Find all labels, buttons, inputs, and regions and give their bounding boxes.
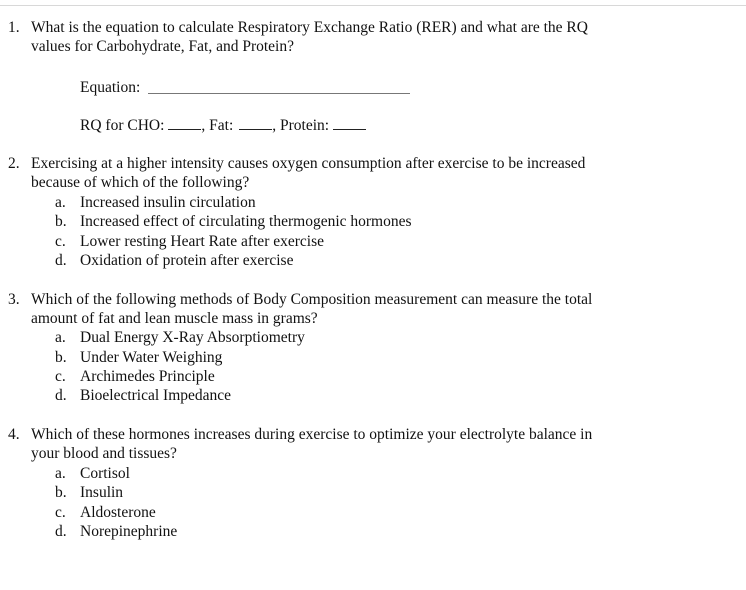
top-divider: [0, 5, 746, 6]
option-text[interactable]: Dual Energy X-Ray Absorptiometry: [80, 329, 305, 346]
option-text[interactable]: Archimedes Principle: [80, 368, 215, 385]
rq-protein-label: , Protein:: [272, 117, 330, 134]
option-text[interactable]: Under Water Weighing: [80, 349, 223, 366]
option-letter: b.: [55, 213, 67, 230]
option-letter: d.: [55, 252, 67, 269]
question-number: 1.: [8, 19, 20, 36]
option-letter: d.: [55, 523, 67, 540]
question-text-line: Exercising at a higher intensity causes oxygen consumption after exercise to be increased: [31, 155, 586, 172]
option-text[interactable]: Increased insulin circulation: [80, 194, 256, 211]
rq-fat-label: , Fat:: [201, 117, 234, 134]
rq-cho-blank[interactable]: [168, 117, 201, 130]
option-text[interactable]: Insulin: [80, 484, 124, 501]
question-text-line: your blood and tissues?: [31, 445, 177, 462]
option-text[interactable]: Aldosterone: [80, 504, 156, 521]
option-letter: c.: [55, 233, 66, 250]
rq-row: [80, 116, 366, 135]
option-text[interactable]: Norepinephrine: [80, 523, 178, 540]
option-text[interactable]: Cortisol: [80, 465, 130, 482]
option-text[interactable]: Oxidation of protein after exercise: [80, 252, 294, 269]
question-number: 3.: [8, 291, 20, 308]
question-number: 4.: [8, 426, 20, 443]
option-letter: c.: [55, 504, 66, 521]
question-text-line: values for Carbohydrate, Fat, and Protein?: [31, 38, 294, 55]
question-number: 2.: [8, 155, 20, 172]
option-letter: b.: [55, 484, 67, 501]
rq-fat-blank[interactable]: [239, 117, 272, 130]
equation-label: Equation:: [80, 79, 141, 96]
option-letter: a.: [55, 194, 66, 211]
option-text[interactable]: Lower resting Heart Rate after exercise: [80, 233, 324, 250]
option-letter: a.: [55, 465, 66, 482]
question-text-line: What is the equation to calculate Respiratory Exchange Ratio (RER) and what are the RQ: [31, 19, 588, 36]
rq-protein-blank[interactable]: [333, 117, 366, 130]
rq-cho-label: RQ for CHO:: [80, 117, 165, 134]
option-text[interactable]: Bioelectrical Impedance: [80, 387, 232, 404]
question-text-line: amount of fat and lean muscle mass in grams?: [31, 310, 318, 327]
question-text-line: Which of these hormones increases during exercise to optimize your electrolyte balance in: [31, 426, 593, 443]
question-text-line: because of which of the following?: [31, 174, 250, 191]
option-letter: c.: [55, 368, 66, 385]
option-letter: d.: [55, 387, 67, 404]
equation-blank[interactable]: [148, 93, 410, 94]
option-letter: b.: [55, 349, 67, 366]
option-letter: a.: [55, 329, 66, 346]
option-text[interactable]: Increased effect of circulating thermogenic hormones: [80, 213, 412, 230]
question-text-line: Which of the following methods of Body Composition measurement can measure the total: [31, 291, 593, 308]
